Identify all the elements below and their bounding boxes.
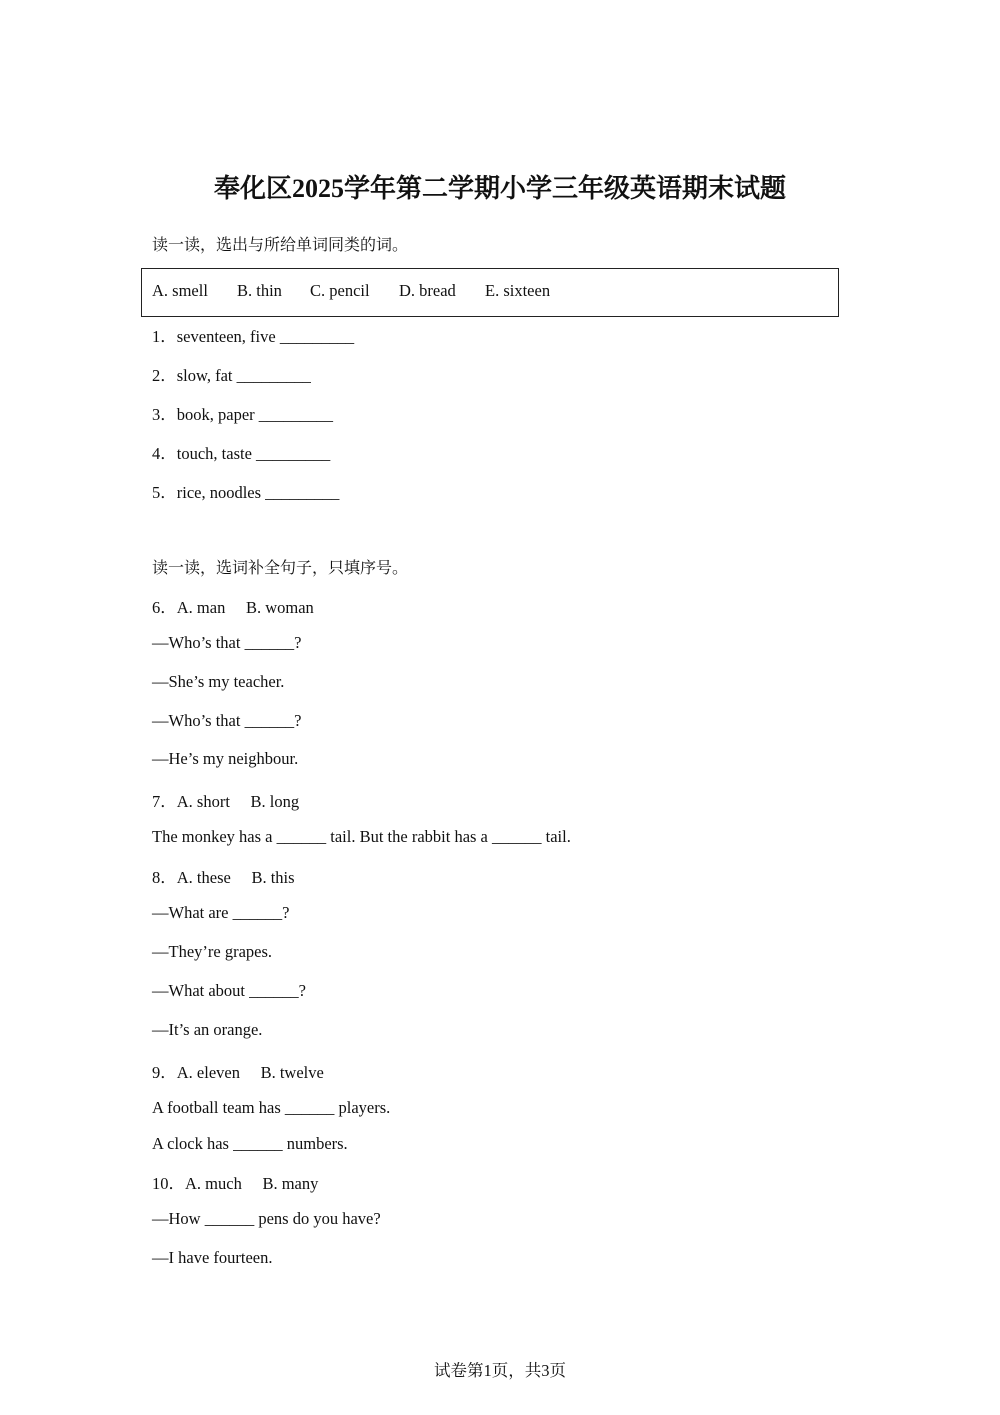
question-9-options: 9．A. eleven B. twelve: [152, 1063, 324, 1082]
section1-heading: 读一读，选出与所给单词同类的词。: [152, 235, 409, 254]
dialogue-line: —He’s my neighbour.: [152, 749, 299, 768]
question-3: 3．book, paper _________: [152, 405, 334, 424]
dialogue-line: —What are ______?: [152, 903, 290, 922]
sentence-line: The monkey has a ______ tail. But the rabbit has a ______ tail.: [152, 827, 571, 846]
question-1: 1．seventeen, five _________: [152, 327, 355, 346]
page-title: 奉化区2025学年第二学期小学三年级英语期末试题: [213, 174, 786, 203]
sentence-line: A clock has ______ numbers.: [152, 1134, 348, 1153]
option-e: E. sixteen: [485, 281, 551, 300]
option-b: B. thin: [237, 281, 282, 300]
dialogue-line: —Who’s that ______?: [152, 711, 302, 730]
dialogue-line: —They’re grapes.: [152, 942, 273, 961]
question-6-options: 6．A. man B. woman: [152, 598, 314, 617]
word-options-box: [141, 268, 839, 317]
question-7-options: 7．A. short B. long: [152, 792, 300, 811]
question-4: 4．touch, taste _________: [152, 444, 331, 463]
dialogue-line: —I have fourteen.: [152, 1248, 273, 1267]
question-2: 2．slow, fat _________: [152, 366, 311, 385]
section2-heading: 读一读，选词补全句子，只填序号。: [152, 558, 409, 577]
dialogue-line: —How ______ pens do you have?: [152, 1209, 381, 1228]
option-d: D. bread: [399, 281, 456, 300]
page-footer: 试卷第1页，共3页: [434, 1361, 566, 1380]
option-c: C. pencil: [310, 281, 370, 300]
question-10-options: 10．A. much B. many: [152, 1174, 319, 1193]
dialogue-line: —Who’s that ______?: [152, 633, 302, 652]
question-5: 5．rice, noodles _________: [152, 483, 340, 502]
dialogue-line: —She’s my teacher.: [152, 672, 285, 691]
option-a: A. smell: [152, 281, 208, 300]
dialogue-line: —What about ______?: [152, 981, 306, 1000]
sentence-line: A football team has ______ players.: [152, 1098, 391, 1117]
dialogue-line: —It’s an orange.: [152, 1020, 263, 1039]
question-8-options: 8．A. these B. this: [152, 868, 295, 887]
